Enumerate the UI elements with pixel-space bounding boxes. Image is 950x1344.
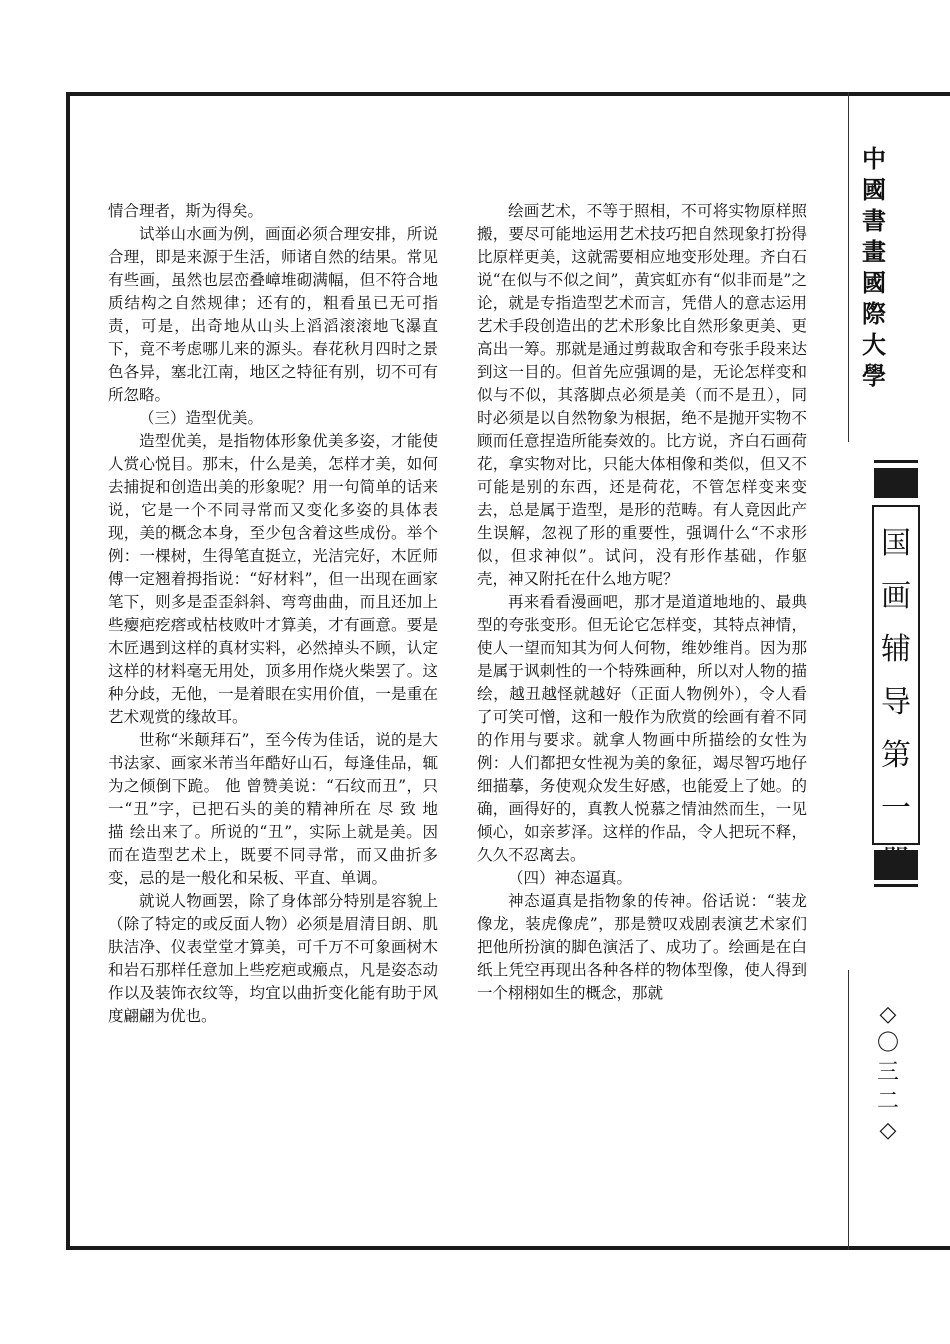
banner-cap-top — [874, 468, 918, 498]
right-text-column — [477, 200, 807, 1005]
paragraph: 绘画艺术，不等于照相，不可将实物原样照搬，要尽可能地运用艺术技巧把自然现象打扮得比原样更美，这就需要相应地变形处理。齐白石说“在似与不似之间”，黄宾虹亦有“似非而是”之论，就是专指造型艺术而言，凭借人的意志运用艺术手段创造出的艺术形象比自然形象更美、更高出一筹。那就是通过剪裁取舍和夸张手段来达到这一目的。但首先应强调的是，无论怎样变和似与不似，其落脚点必须是美（而不是丑），同时必须是以自然物象为根据，绝不是抛开实物不顾而任意捏造所能奏效的。比方说，齐白石画荷花，拿实物对比，只能大体相像和类似，但又不可能是别的东西，还是荷花，不管怎样变来变去，总是属于造型，是形的范畴。有人竟因此产生误解，忽视了形的重要性，强调什么“不求形似，但求神似”。试问，没有形作基础，作躯壳，神又附托在什么地方呢？ — [477, 202, 807, 588]
school-name-char: 際 — [862, 299, 886, 328]
paragraph: 神态逼真是指物象的传神。俗话说：“装龙像龙，装虎像虎”，那是赞叹戏剧表演艺术家们把他所扮演的脚色演活了、成功了。绘画是在白纸上凭空再现出各种各样的物体型像，使人得到一个栩栩如生的概念，那就 — [477, 892, 807, 1002]
page-number-vertical — [866, 1000, 910, 1145]
book-title-char: 画 — [881, 579, 911, 614]
paragraph: 试举山水画为例，画面必须合理安排，所说合理，即是来源于生活，师诸自然的结果。常见有些画，虽然也层峦叠嶂堆砌满幅，但不符合地质结构之自然规律；还有的，粗看虽已无可指责，可是，出奇地从山头上滔滔滚滚地飞瀑直下，竟不考虑哪儿来的源头。春花秋月四时之景色各异，塞北江南，地区之特征有别，切不可有所忽略。 — [108, 225, 438, 404]
book-title-char: 国 — [881, 526, 911, 561]
page-number-char: 三 — [876, 1060, 899, 1085]
school-name-char: 學 — [862, 361, 886, 390]
left-text-column — [108, 200, 438, 1028]
school-name-char: 中 — [862, 144, 886, 173]
book-title-char: 导 — [881, 685, 911, 720]
sidebar-divider-bottom — [848, 970, 849, 1250]
paragraph: 就说人物画罢，除了身体部分特别是容貌上（除了特定的或反面人物）必须是眉清目朗、肌肤洁净、仪表堂堂才算美，可千万不可象画树木和岩石那样任意加上些疙疤或瘢点，凡是姿态动作以及装饰衣纹等，均宜以曲折变化能有助于风度翩翩为优也。 — [108, 892, 438, 1025]
paragraph: 情合理者，斯为得矣。 — [108, 202, 264, 220]
page-number-char: 〇 — [876, 1031, 899, 1056]
page-number-char: ◇ — [879, 1002, 897, 1027]
page-number-char: ◇ — [879, 1118, 897, 1143]
book-title-vertical — [872, 517, 920, 888]
school-name-char: 國 — [862, 268, 886, 297]
paragraph: 造型优美，是指物体形象优美多姿，才能使人赏心悦目。那末，什么是美，怎样才美，如何去捕捉和创造出美的形象呢？用一句简单的话来说，它是一个不同寻常而又变化多姿的具体表现，美的概念本身，至少包含着这些成份。举个例：一棵树，生得笔直挺立，光洁完好，木匠师傅一定翘着拇指说：“好材料”，但一出现在画家笔下，则多是歪歪斜斜、弯弯曲曲，而且还加上些瘿疤疙瘩或枯枝败叶才算美，才有画意。要是木匠遇到这样的真材实料，必然掉头不顾，认定这样的材料毫无用处，顶多用作烧火柴罢了。这种分歧，无他，一是着眼在实用价值，一是重在艺术观赏的缘故耳。 — [108, 432, 438, 726]
sidebar-divider-top — [848, 92, 849, 442]
school-name-char: 大 — [862, 330, 886, 359]
paragraph: 再来看看漫画吧，那才是道道地地的、最典型的夸张变形。但无论它怎样变，其特点神情，使人一望而知其为何人何物，维妙维肖。因为那是属于讽刺性的一个特殊画种，所以对人物的描绘，越丑越怪就越好（正面人物例外），令人看了可笑可憎，这和一般作为欣赏的绘画有着不同的作用与要求。就拿人物画中所描绘的女性为例：人们都把女性视为美的象征，竭尽智巧地仔细描摹，务使观众发生好感，也能爱上了她。的确，画得好的，真教人悦慕之情油然而生，一见倾心，如亲芗泽。这样的作品，令人把玩不释，久久不忍离去。 — [477, 593, 807, 864]
school-name-char: 國 — [862, 175, 886, 204]
school-name-char: 畫 — [862, 237, 886, 266]
paragraph: 世称“米颠拜石”，至今传为佳话，说的是大书法家、画家米芾当年酷好山石，每逢佳品，辄为之倾倒下跪。 他 曾赞美说：“石纹而丑”，只一“丑”字，已把石头的美的精神所在 尽 致 地 描 绘出来了。所说的“丑”，实际上就是美。因而在造型艺术上，既要不同寻常，而又曲折多变，忌的是一般化和呆板、平直、单调。 — [108, 731, 438, 887]
school-name-char: 書 — [862, 206, 886, 235]
book-title-char: 辅 — [881, 632, 911, 667]
banner-cap-bottom — [874, 850, 918, 880]
book-title-char: 一 — [881, 791, 911, 826]
banner-rule — [874, 460, 918, 463]
page-number-char: 二 — [876, 1089, 899, 1114]
section-heading: （四）神态逼真。 — [508, 869, 633, 887]
section-heading: （三）造型优美。 — [139, 409, 264, 427]
book-title-char: 第 — [881, 738, 911, 773]
banner-rule — [874, 884, 918, 887]
school-name-vertical — [856, 143, 892, 391]
